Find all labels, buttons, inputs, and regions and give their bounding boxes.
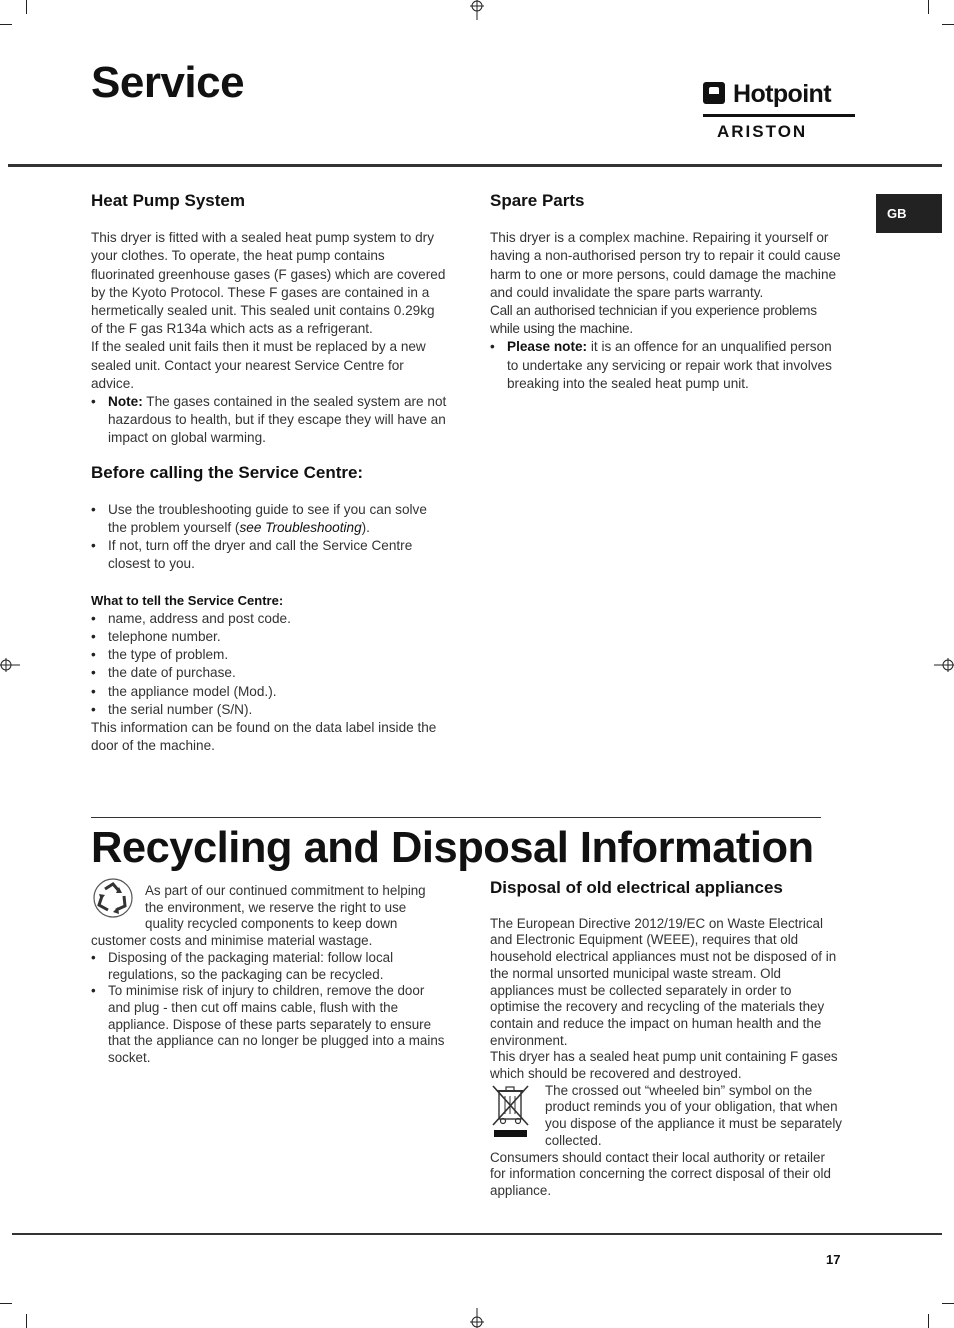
disposal-heading: Disposal of old electrical appliances: [490, 878, 783, 897]
what-to-tell-heading: What to tell the Service Centre:: [91, 592, 284, 608]
page-title: Service: [91, 58, 245, 107]
language-tab: GB: [876, 194, 942, 233]
list-item: • If not, turn off the dryer and call the Service Centre closest to you.: [91, 537, 447, 573]
heat-pump-note: [91, 393, 447, 448]
list-item: • To minimise risk of injury to children, remove the door and plug - then cut off mains cable, flush with the appliance. Dispose of these parts separately to ensure that the appliance can no longer be plugged into a mains socket.: [91, 983, 445, 1067]
spare-parts-para2: Call an authorised technician if you experience problems while using the machine.: [490, 303, 817, 337]
service-right-column: [490, 192, 846, 393]
disposal-para2: This dryer has a sealed heat pump unit containing F gases which should be recovered and destroyed.: [490, 1049, 838, 1082]
before-calling-list: [91, 501, 447, 574]
crop-mark: [26, 1314, 27, 1328]
page-number: 17: [826, 1252, 841, 1267]
section-rule: [91, 817, 821, 818]
list-item: • telephone number.: [91, 628, 447, 646]
list-item: • the type of problem.: [91, 646, 447, 664]
service-left-column: [91, 192, 447, 755]
header-rule: [8, 164, 942, 167]
hotpoint-logo-icon: [703, 80, 855, 144]
list-item: • the date of purchase.: [91, 664, 447, 682]
list-item: • Use the troubleshooting guide to see if you can solve the problem yourself (see Troubleshooting).: [91, 501, 447, 537]
spare-parts-note-list: [490, 338, 846, 393]
disposal-para4: Consumers should contact their local authority or retailer for information concerning the correct disposal of their old appliance.: [490, 1149, 831, 1198]
spare-parts-heading: Spare Parts: [490, 191, 585, 210]
registration-mark-icon: [934, 655, 954, 675]
recycling-left-column: [91, 883, 445, 1067]
crop-mark: [928, 0, 929, 14]
note-label: Note:: [108, 394, 143, 410]
footer-rule: [12, 1233, 942, 1235]
crop-mark: [942, 1303, 954, 1304]
list-item: • the appliance model (Mod.).: [91, 683, 447, 701]
heat-pump-para2: If the sealed unit fails then it must be replaced by a new sealed unit. Contact your nearest Service Centre for advice.: [91, 339, 426, 391]
what-to-tell-list: [91, 610, 447, 719]
registration-mark-icon: [467, 1308, 487, 1328]
heat-pump-para1: This dryer is fitted with a sealed heat pump system to dry your clothes. To operate, the heat pump contains fluorinated greenhouse gases (F gases) which are covered by the Kyoto Protocol. These F gases are contained in a hermetically sealed unit. This sealed unit contains 0.29kg of the F gas R134a which acts as a refrigerant.: [91, 230, 446, 337]
logo-brand: Hotpoint: [733, 80, 831, 108]
registration-mark-icon: [0, 655, 20, 675]
logo-divider: [703, 114, 855, 117]
troubleshooting-link: see Troubleshooting: [239, 520, 362, 536]
list-item: • name, address and post code.: [91, 610, 447, 628]
crop-mark: [0, 24, 12, 25]
logo-mark: [703, 82, 725, 104]
spare-parts-note: [490, 338, 846, 393]
recycling-intro: As part of our continued commitment to helping the environment, we reserve the right to use quality recycled components to keep down customer costs and minimise material wastage.: [91, 883, 426, 949]
note-text: The gases contained in the sealed system are not hazardous to health, but if they escape they will have an impact on global warming.: [108, 394, 447, 446]
logo-sub: ARISTON: [717, 122, 808, 141]
before-calling-heading: Before calling the Service Centre:: [91, 462, 364, 482]
recycling-list: [91, 950, 445, 1067]
heat-pump-note-list: [91, 393, 447, 448]
disposal-para1: The European Directive 2012/19/EC on Waste Electrical and Electronic Equipment (WEEE), requires that old household electrical appliances must not be disposed of in the normal unsorted municipal waste stream. Old appliances must be collected separately in order to optimise the recovery and recycling of the materials they contain and reduce the impact on human health and the environment.: [490, 915, 837, 1048]
heat-pump-heading: Heat Pump System: [91, 191, 245, 210]
registration-mark-icon: [467, 0, 487, 20]
crop-mark: [26, 0, 27, 14]
crossed-bin-icon: [490, 1083, 532, 1139]
disposal-right-column: [490, 880, 844, 1200]
please-note-text: it is an offence for an unqualified person to undertake any servicing or repair work that involves breaking into the sealed heat pump unit.: [507, 339, 832, 391]
please-note-label: Please note:: [507, 339, 588, 355]
spare-parts-para1: This dryer is a complex machine. Repairing it yourself or having a non-authorised person try to repair it could cause harm to one or more persons, could damage the machine and could invalidate the spare parts warranty.: [490, 230, 841, 300]
disposal-para3: The crossed out “wheeled bin” symbol on the product reminds you of your obligation, that when you dispose of the appliance it must be separately collected.: [545, 1082, 843, 1148]
list-item: • the serial number (S/N).: [91, 701, 447, 719]
data-label-note: This information can be found on the data label inside the door of the machine.: [91, 720, 437, 754]
recycle-icon: [91, 877, 135, 919]
crop-mark: [0, 1303, 12, 1304]
recycling-title: Recycling and Disposal Information: [91, 824, 814, 872]
crop-mark: [942, 24, 954, 25]
list-item: • Disposing of the packaging material: follow local regulations, so the packaging can be recycled.: [91, 950, 445, 983]
crop-mark: [928, 1314, 929, 1328]
